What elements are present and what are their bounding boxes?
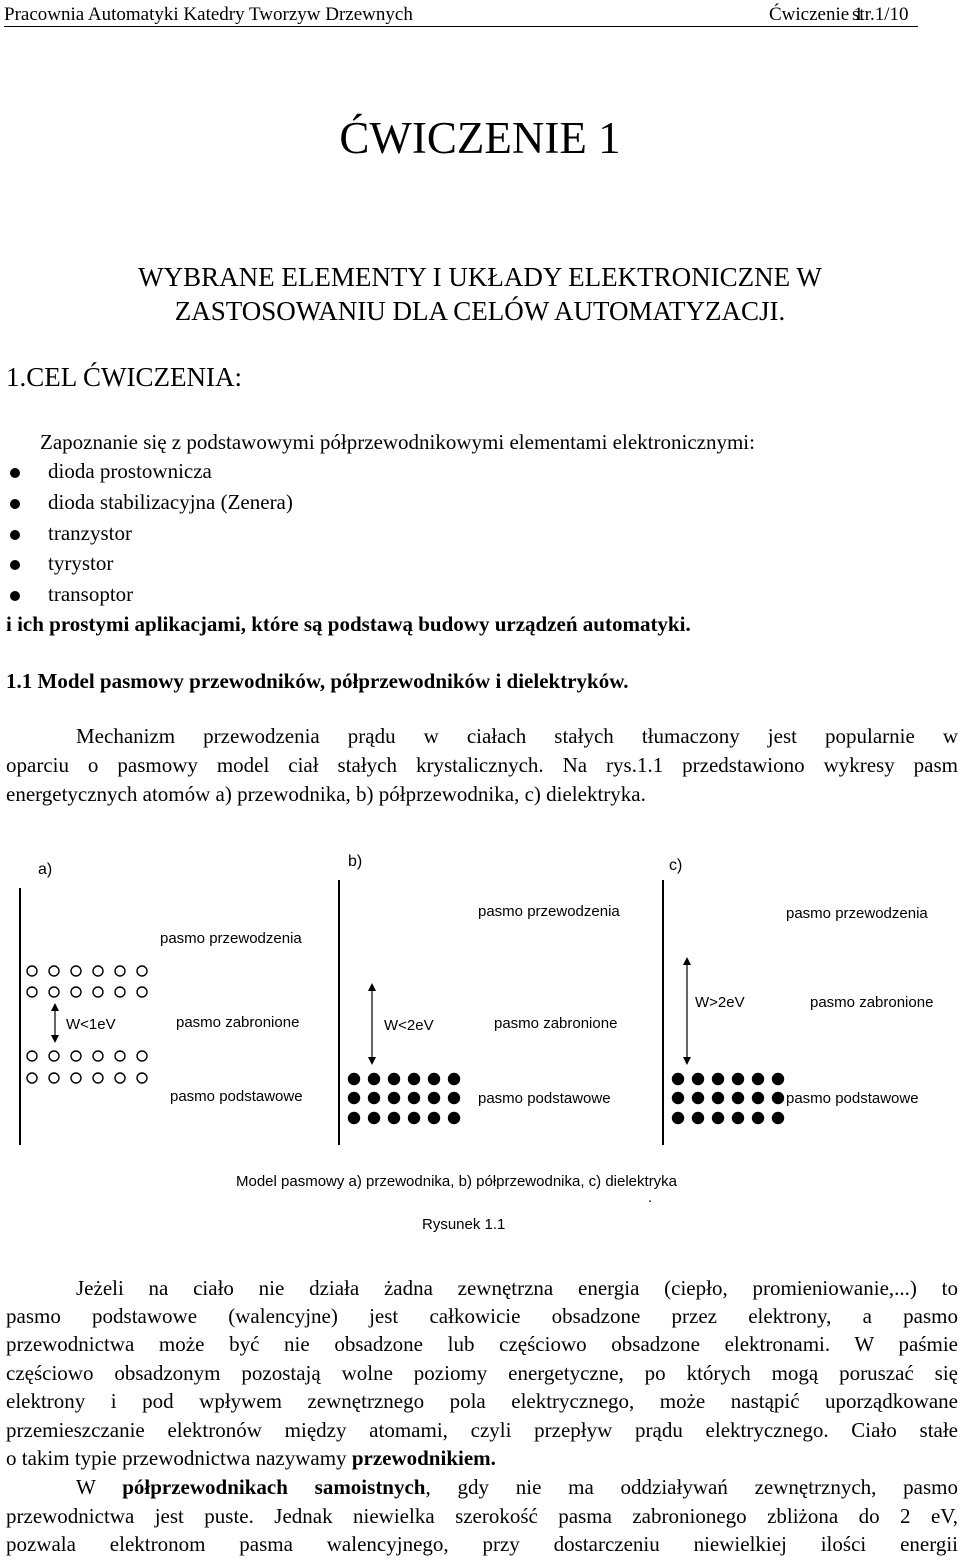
electron-empty: [137, 987, 147, 997]
electron-filled: [409, 1074, 420, 1085]
paragraph-3-space: [288, 1475, 315, 1499]
panel-a-label: a): [38, 861, 53, 878]
electron-filled: [773, 1093, 784, 1104]
arrow-up-icon: [368, 983, 376, 991]
electron-filled: [673, 1093, 684, 1104]
electron-filled: [673, 1113, 684, 1124]
panel-a-valence-label: pasmo podstawowe: [170, 1088, 303, 1105]
electron-filled: [349, 1074, 360, 1085]
electron-filled: [349, 1093, 360, 1104]
arrow-up-icon: [683, 957, 691, 965]
electron-empty: [93, 966, 103, 976]
electron-filled: [753, 1113, 764, 1124]
electron-filled: [389, 1074, 400, 1085]
electron-filled: [449, 1074, 460, 1085]
panel-c-electrons: [673, 1074, 784, 1124]
electron-filled: [713, 1113, 724, 1124]
electron-filled: [753, 1074, 764, 1085]
electron-empty: [27, 1051, 37, 1061]
bullet-icon: [10, 560, 20, 570]
panel-b-electrons: [349, 1074, 460, 1124]
electron-filled: [693, 1113, 704, 1124]
electron-filled: [673, 1074, 684, 1085]
paragraph-3-line-2: przewodnictwa jest puste. Jednak niewielka szerokość pasma zabronionego zbliżona do 2 eV,: [6, 1504, 958, 1528]
page-header: [4, 4, 918, 27]
paragraph-2-line: pasmo podstawowe (walencyjne) jest całkowicie obsadzone przez elektrony, a pasmo: [6, 1304, 958, 1328]
electron-filled: [369, 1074, 380, 1085]
paragraph-3-text: , gdy nie ma oddziaływań zewnętrznych, pasmo: [425, 1475, 958, 1499]
figure-caption: Model pasmowy a) przewodnika, b) półprzewodnika, c) dielektryka: [236, 1173, 678, 1190]
electron-empty: [71, 966, 81, 976]
paragraph-2-last-line: [6, 1446, 496, 1471]
panel-b-gap-label: W<2eV: [384, 1017, 434, 1034]
panel-a-conduction-label: pasmo przewodzenia: [160, 930, 302, 947]
arrow-up-icon: [51, 1003, 59, 1011]
panel-c-label: c): [669, 857, 683, 874]
electron-empty: [115, 987, 125, 997]
paragraph-2-line: Jeżeli na ciało nie działa żadna zewnętrzna energia (ciepło, promieniowanie,...) to: [76, 1276, 958, 1300]
arrow-down-icon: [51, 1035, 59, 1043]
paragraph-1-line: energetycznych atomów a) przewodnika, b) półprzewodnika, c) dielektryka.: [6, 782, 646, 806]
electron-filled: [449, 1093, 460, 1104]
electron-filled: [429, 1074, 440, 1085]
bullet-text: dioda stabilizacyjna (Zenera): [48, 490, 293, 514]
electron-filled: [733, 1074, 744, 1085]
electron-filled: [389, 1113, 400, 1124]
paragraph-2-line: przewodnictwa może być nie obsadzone lub częściowo obsadzone elektronami. W paśmie: [6, 1332, 958, 1356]
electron-empty: [27, 966, 37, 976]
bullet-text: dioda prostownicza: [48, 459, 212, 483]
bullet-icon: [10, 499, 20, 509]
electron-filled: [733, 1113, 744, 1124]
panel-a-forbidden-label: pasmo zabronione: [176, 1014, 300, 1031]
header-exercise: Ćwiczenie 1: [769, 4, 864, 25]
panel-b-forbidden-label: pasmo zabronione: [494, 1015, 618, 1032]
panel-c-forbidden-label: pasmo zabronione: [810, 994, 934, 1011]
bullet-icon: [10, 591, 20, 601]
electron-filled: [773, 1074, 784, 1085]
section-heading-1-1: 1.1 Model pasmowy przewodników, półprzewodników i dielektryków.: [6, 669, 629, 693]
electron-filled: [753, 1093, 764, 1104]
term-polprzewodniki: półprzewodnikach: [122, 1475, 288, 1499]
electron-filled: [733, 1093, 744, 1104]
panel-c-gap-label: W>2eV: [695, 994, 745, 1011]
panel-a-gap-label: W<1eV: [66, 1016, 116, 1033]
header-page-number: str.1/10: [852, 4, 909, 25]
panel-c-conduction-label: pasmo przewodzenia: [786, 905, 928, 922]
electron-empty: [93, 1051, 103, 1061]
panel-c-valence-label: pasmo podstawowe: [786, 1090, 919, 1107]
electron-filled: [349, 1113, 360, 1124]
electron-filled: [693, 1074, 704, 1085]
electron-empty: [27, 987, 37, 997]
paragraph-2-line: elektrony i pod wpływem zewnętrznego pola elektrycznego, może nastąpić uporządkowane: [6, 1389, 958, 1413]
electron-empty: [71, 1073, 81, 1083]
term-samoistne: samoistnych: [314, 1475, 426, 1499]
electron-filled: [713, 1074, 724, 1085]
electron-empty: [93, 987, 103, 997]
electron-filled: [369, 1113, 380, 1124]
paragraph-3-line-1: [6, 1475, 958, 1500]
electron-empty: [71, 1051, 81, 1061]
subtitle-line-1: WYBRANE ELEMENTY I UKŁADY ELEKTRONICZNE W: [138, 262, 822, 292]
electron-filled: [693, 1093, 704, 1104]
subtitle-line-2: ZASTOSOWANIU DLA CELÓW AUTOMATYZACJI.: [174, 296, 786, 326]
electron-filled: [409, 1113, 420, 1124]
electron-empty: [115, 966, 125, 976]
panel-b-conduction-label: pasmo przewodzenia: [478, 903, 620, 920]
electron-empty: [137, 1051, 147, 1061]
paragraph-1-line: oparciu o pasmowy model ciał stałych krystalicznych. Na rys.1.1 przedstawiono wykresy pasm: [6, 753, 958, 777]
electron-empty: [27, 1073, 37, 1083]
electron-filled: [449, 1113, 460, 1124]
panel-b-label: b): [348, 853, 363, 870]
paragraph-2-last-text: o takim typie przewodnictwa nazywamy: [6, 1446, 352, 1470]
page-title: ĆWICZENIE 1: [339, 113, 621, 163]
electron-empty: [115, 1073, 125, 1083]
figure-stray-dot: .: [648, 1189, 653, 1206]
paragraph-2-line: przemieszczanie elektronów między atomami, czyli przepływ prądu elektrycznego. Ciało stałe: [6, 1418, 958, 1442]
band-diagram-figure: [0, 840, 960, 1240]
arrow-down-icon: [368, 1057, 376, 1065]
electron-empty: [49, 987, 59, 997]
electron-filled: [713, 1093, 724, 1104]
header-institution: Pracownia Automatyki Katedry Tworzyw Drzewnych: [4, 4, 413, 25]
bullet-text: transoptor: [48, 582, 134, 606]
panel-b-valence-label: pasmo podstawowe: [478, 1090, 611, 1107]
electron-empty: [49, 966, 59, 976]
bullet-text: tranzystor: [48, 521, 132, 545]
electron-empty: [49, 1051, 59, 1061]
bullet-icon: [10, 530, 20, 540]
electron-filled: [429, 1113, 440, 1124]
electron-filled: [773, 1113, 784, 1124]
electron-empty: [137, 966, 147, 976]
electron-empty: [71, 987, 81, 997]
electron-empty: [115, 1051, 125, 1061]
bullet-icon: [10, 468, 20, 478]
term-przewodnik: przewodnikiem.: [351, 1446, 496, 1470]
figure-number: Rysunek 1.1: [422, 1216, 506, 1233]
electron-empty: [137, 1073, 147, 1083]
electron-filled: [409, 1093, 420, 1104]
electron-filled: [369, 1093, 380, 1104]
intro-text: Zapoznanie się z podstawowymi półprzewodnikowymi elementami elektronicznymi:: [40, 430, 755, 454]
arrow-down-icon: [683, 1057, 691, 1065]
electron-empty: [93, 1073, 103, 1083]
electron-empty: [49, 1073, 59, 1083]
electron-filled: [389, 1093, 400, 1104]
paragraph-3-line-3: pozwala elektronom pasma walencyjnego, przy dostarczeniu niewielkiej ilości energii: [6, 1532, 958, 1556]
bullets-summary: i ich prostymi aplikacjami, które są podstawą budowy urządzeń automatyki.: [6, 612, 691, 636]
paragraph-3-text: W: [76, 1475, 123, 1499]
electron-filled: [429, 1093, 440, 1104]
section-heading-cel: 1.CEL ĆWICZENIA:: [6, 362, 242, 392]
paragraph-1-line: Mechanizm przewodzenia prądu w ciałach stałych tłumaczony jest popularnie w: [76, 724, 958, 748]
paragraph-2-line: częściowo obsadzonym pozostają wolne poziomy energetyczne, po których mogą poruszać się: [6, 1361, 958, 1385]
bullet-text: tyrystor: [48, 551, 114, 575]
